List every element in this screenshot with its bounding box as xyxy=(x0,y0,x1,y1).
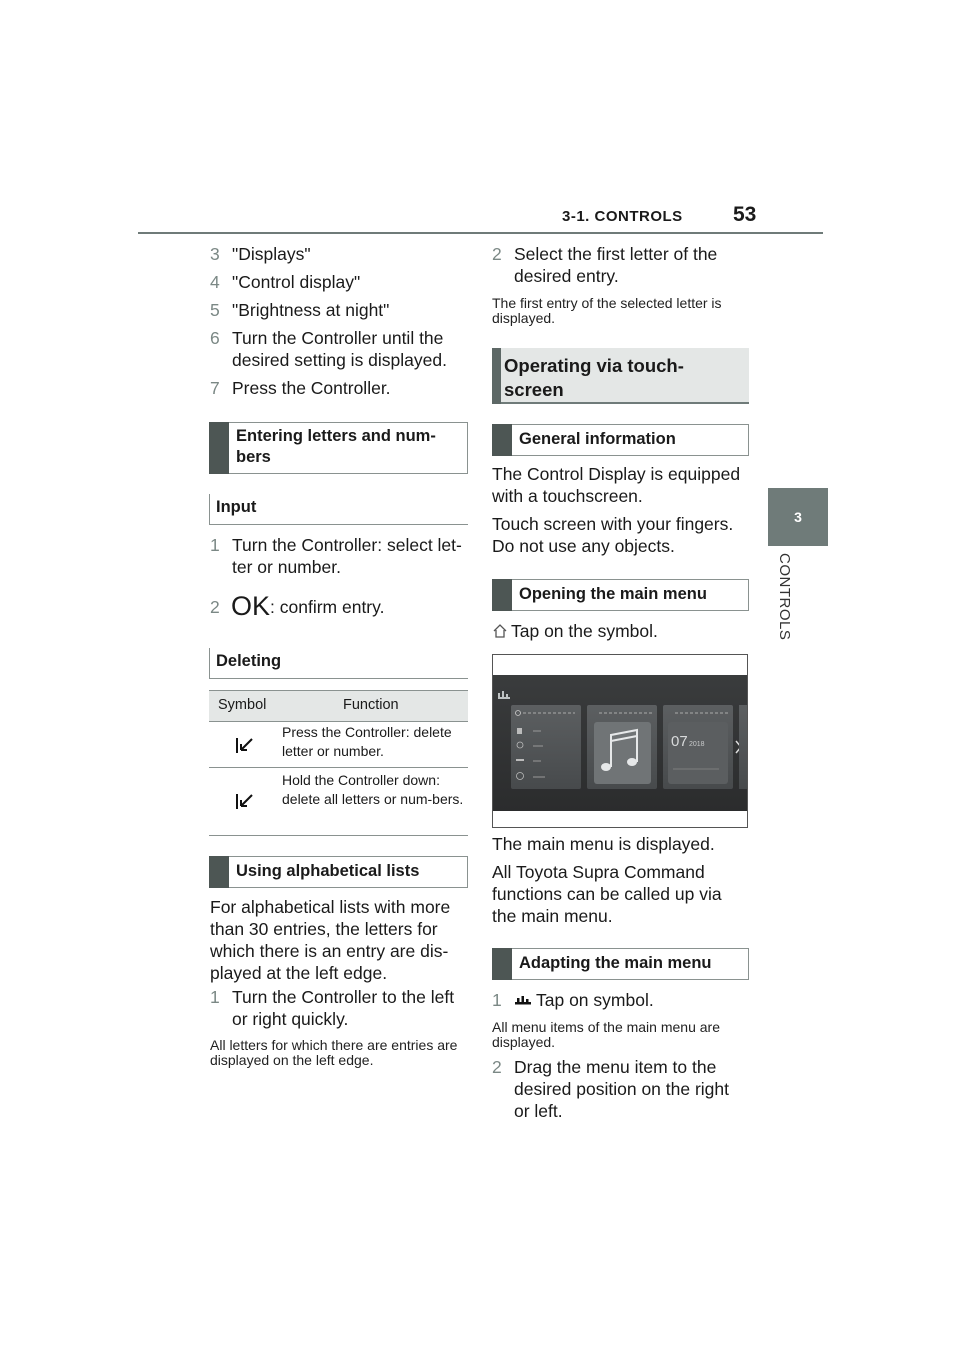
adapt-step-1: 1 Tap on symbol. xyxy=(492,990,654,1010)
adapt-note: All menu items of the main menu are displayed. xyxy=(492,1019,720,1050)
main-menu-displayed: The main menu is displayed. xyxy=(492,834,715,854)
chapter-tab-number: 3 xyxy=(768,488,828,546)
select-step-2: 2 Select the first letter of the desired entry. xyxy=(492,244,718,286)
header-section-title: 3-1. CONTROLS xyxy=(562,208,683,225)
input-step-2: 2 OK: confirm entry. xyxy=(210,591,385,621)
table-header-function: Function xyxy=(343,697,399,713)
heading-touchscreen: Operating via touch-screen xyxy=(492,348,749,404)
general-paragraph-2: Touch screen with your fingers. Do not use any objects. xyxy=(492,514,734,556)
menu-bars-icon xyxy=(514,993,532,1007)
input-step-1: 1 Turn the Controller: select let-ter or number. xyxy=(210,535,462,577)
alpha-note: All letters for which there are entries are displayed on the left edge. xyxy=(210,1037,458,1068)
adapt-step-2: 2 Drag the menu item to the desired position on the right or left. xyxy=(492,1057,729,1121)
tile-date-day: 07 xyxy=(671,733,688,750)
alpha-step-1: 1 Turn the Controller to the left or right quickly. xyxy=(210,987,455,1029)
delete-arrow-icon xyxy=(233,735,255,757)
table-header-symbol: Symbol xyxy=(218,697,267,713)
chapter-tab-label: CONTROLS xyxy=(776,553,793,641)
alpha-paragraph: For alphabetical lists with more than 30 entries, the letters for which there is an entry are dis-played at the left edge. xyxy=(210,897,451,983)
heading-adapting-main-menu: Adapting the main menu xyxy=(492,948,749,980)
page-number: 53 xyxy=(733,203,757,226)
table-row: Hold the Controller down: delete all letters or num-bers. xyxy=(209,768,468,836)
general-paragraph-1: The Control Display is equipped with a touchscreen. xyxy=(492,464,741,506)
heading-opening-main-menu: Opening the main menu xyxy=(492,579,749,611)
heading-deleting: Deleting xyxy=(209,648,468,679)
step-4: 4 "Control display" xyxy=(210,272,361,292)
home-icon xyxy=(492,623,508,639)
opening-instruction: Tap on the symbol. xyxy=(492,620,658,642)
main-menu-functions: All Toyota Supra Command functions can be called up via the main menu. xyxy=(492,862,722,926)
table-header xyxy=(209,690,468,722)
heading-entering-letters: Entering letters and num-bers xyxy=(209,422,468,474)
step-6: 6 Turn the Controller until the desired setting is displayed. xyxy=(210,328,447,370)
ok-symbol-icon: OK xyxy=(231,591,271,621)
step-3: 3 "Displays" xyxy=(210,244,311,264)
step-5: 5 "Brightness at night" xyxy=(210,300,390,320)
heading-alphabetical-lists: Using alphabetical lists xyxy=(209,856,468,888)
table-row: Press the Controller: delete letter or number. xyxy=(209,720,468,768)
header-rule xyxy=(138,232,823,234)
main-menu-screenshot xyxy=(492,654,748,828)
step-7: 7 Press the Controller. xyxy=(210,378,391,398)
heading-general-information: General information xyxy=(492,424,749,456)
first-entry-note: The first entry of the selected letter is displayed. xyxy=(492,295,722,326)
tile-date-year: 2018 xyxy=(689,741,705,748)
delete-arrow-icon xyxy=(233,791,255,813)
heading-input: Input xyxy=(209,494,468,525)
